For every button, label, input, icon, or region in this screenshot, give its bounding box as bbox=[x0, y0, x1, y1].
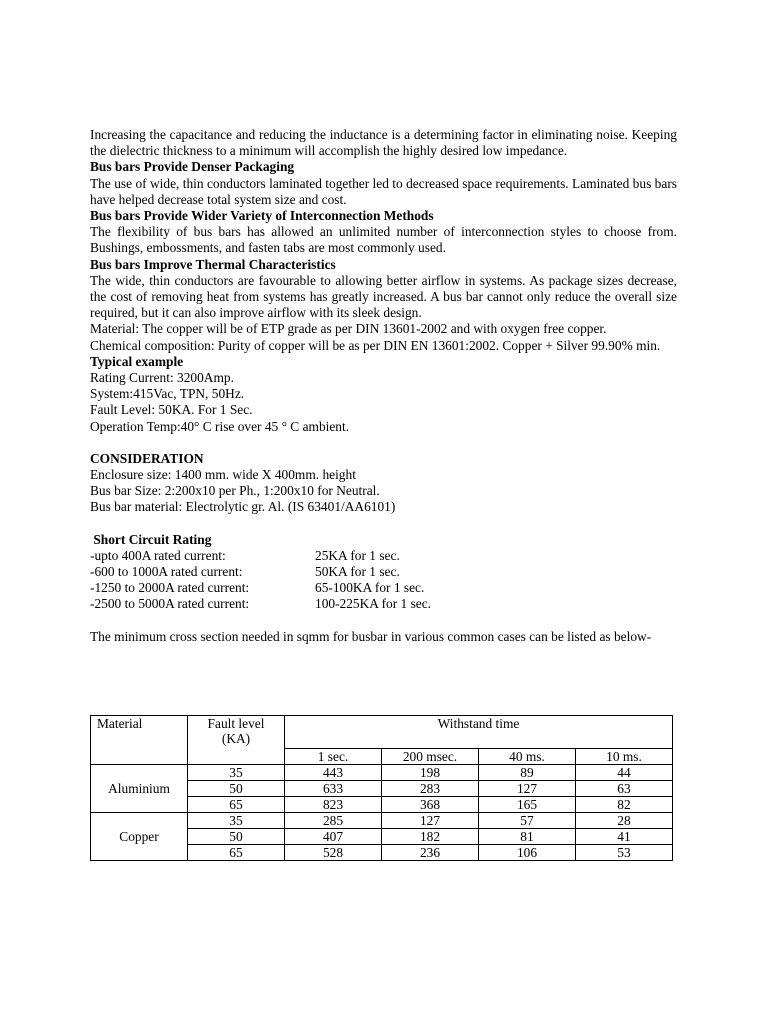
sc-label: -upto 400A rated current: bbox=[90, 547, 226, 563]
value-cell: 283 bbox=[382, 781, 479, 797]
value-cell: 44 bbox=[576, 765, 673, 781]
sc-label: -2500 to 5000A rated current: bbox=[90, 596, 250, 612]
value-cell: 198 bbox=[382, 765, 479, 781]
consideration-line: Bus bar material: Electrolytic gr. Al. (IS 63401/AA6101) bbox=[90, 499, 396, 515]
short-circuit-row bbox=[90, 564, 677, 580]
value-cell: 407 bbox=[285, 829, 382, 845]
short-circuit-row bbox=[90, 580, 677, 596]
value-cell: 53 bbox=[576, 845, 673, 861]
sc-value: 50KA for 1 sec. bbox=[315, 564, 400, 580]
header-time: 200 msec. bbox=[382, 749, 479, 765]
header-fault-level: Fault level (KA) bbox=[188, 716, 285, 765]
value-cell: 41 bbox=[576, 829, 673, 845]
header-withstand-time: Withstand time bbox=[285, 716, 673, 749]
value-cell: 127 bbox=[479, 781, 576, 797]
fault-cell: 35 bbox=[188, 813, 285, 829]
header-time: 1 sec. bbox=[285, 749, 382, 765]
min-cross-section-paragraph: The minimum cross section needed in sqmm for busbar in various common cases can be listed as below- bbox=[90, 628, 652, 644]
consideration-heading: CONSIDERATION bbox=[90, 450, 204, 466]
typical-line: Fault Level: 50KA. For 1 Sec. bbox=[90, 402, 253, 418]
typical-line: Rating Current: 3200Amp. bbox=[90, 370, 234, 386]
value-cell: 63 bbox=[576, 781, 673, 797]
sc-value: 100-225KA for 1 sec. bbox=[315, 596, 432, 612]
header-time: 10 ms. bbox=[576, 749, 673, 765]
sc-value: 65-100KA for 1 sec. bbox=[315, 580, 425, 596]
typical-line: System:415Vac, TPN, 50Hz. bbox=[90, 386, 245, 402]
value-cell: 823 bbox=[285, 797, 382, 813]
fault-cell: 50 bbox=[188, 781, 285, 797]
material-cell: Aluminium bbox=[91, 765, 188, 813]
value-cell: 368 bbox=[382, 797, 479, 813]
section-paragraph: The wide, thin conductors are favourable to allowing better airflow in systems. As package sizes decrease, the cost of removing heat from systems has greatly increased. A bus bar cannot only reduce the overall size required, but it can also improve airflow with its sleek design. bbox=[90, 272, 677, 321]
fault-cell: 35 bbox=[188, 765, 285, 781]
material-paragraph: Material: The copper will be of ETP grade as per DIN 13601-2002 and with oxygen free copper. bbox=[90, 321, 607, 337]
cross-section-table bbox=[90, 715, 673, 861]
section-paragraph: The flexibility of bus bars has allowed an unlimited number of interconnection styles to choose from. Bushings, embossments, and fasten tabs are most commonly used. bbox=[90, 224, 677, 256]
table-row bbox=[91, 765, 673, 781]
value-cell: 127 bbox=[382, 813, 479, 829]
value-cell: 443 bbox=[285, 765, 382, 781]
consideration-line: Bus bar Size: 2:200x10 per Ph., 1:200x10 for Neutral. bbox=[90, 483, 380, 499]
header-material: Material bbox=[91, 716, 188, 765]
value-cell: 82 bbox=[576, 797, 673, 813]
value-cell: 57 bbox=[479, 813, 576, 829]
chemical-paragraph: Chemical composition: Purity of copper will be as per DIN EN 13601:2002. Copper + Silver 99.90% min. bbox=[90, 337, 661, 353]
value-cell: 28 bbox=[576, 813, 673, 829]
value-cell: 106 bbox=[479, 845, 576, 861]
value-cell: 236 bbox=[382, 845, 479, 861]
value-cell: 633 bbox=[285, 781, 382, 797]
short-circuit-row bbox=[90, 596, 677, 612]
value-cell: 165 bbox=[479, 797, 576, 813]
intro-paragraph: Increasing the capacitance and reducing the inductance is a determining factor in eliminating noise. Keeping the dielectric thickness to a minimum will accomplish the highly desired low impedance. bbox=[90, 127, 677, 159]
consideration-line: Enclosure size: 1400 mm. wide X 400mm. height bbox=[90, 467, 356, 483]
section-heading: Bus bars Improve Thermal Characteristics bbox=[90, 256, 336, 272]
sc-label: -1250 to 2000A rated current: bbox=[90, 580, 250, 596]
value-cell: 81 bbox=[479, 829, 576, 845]
typical-line: Operation Temp:40° C rise over 45 ° C ambient. bbox=[90, 418, 350, 434]
section-paragraph: The use of wide, thin conductors laminated together led to decreased space requirements. Laminated bus bars have helped decrease total system size and cost. bbox=[90, 175, 677, 207]
typical-example-heading: Typical example bbox=[90, 353, 184, 369]
value-cell: 89 bbox=[479, 765, 576, 781]
header-time: 40 ms. bbox=[479, 749, 576, 765]
table-row bbox=[91, 813, 673, 829]
document-body bbox=[90, 127, 677, 645]
value-cell: 182 bbox=[382, 829, 479, 845]
material-cell: Copper bbox=[91, 813, 188, 861]
fault-cell: 50 bbox=[188, 829, 285, 845]
sc-label: -600 to 1000A rated current: bbox=[90, 564, 243, 580]
sc-value: 25KA for 1 sec. bbox=[315, 547, 400, 563]
value-cell: 528 bbox=[285, 845, 382, 861]
fault-cell: 65 bbox=[188, 845, 285, 861]
table-header-row bbox=[91, 716, 673, 749]
section-heading: Bus bars Provide Denser Packaging bbox=[90, 159, 295, 175]
value-cell: 285 bbox=[285, 813, 382, 829]
fault-cell: 65 bbox=[188, 797, 285, 813]
short-circuit-heading: Short Circuit Rating bbox=[90, 531, 212, 547]
section-heading: Bus bars Provide Wider Variety of Interconnection Methods bbox=[90, 208, 434, 224]
short-circuit-row bbox=[90, 548, 677, 564]
